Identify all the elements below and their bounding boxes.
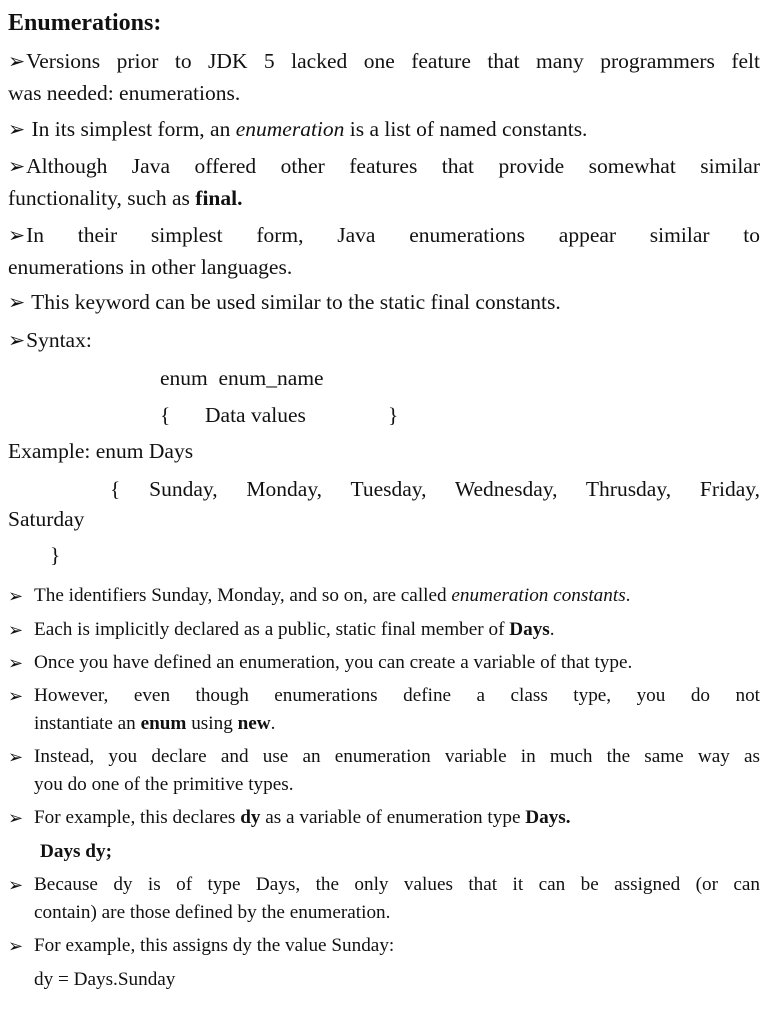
point-declares-dy: ➢ For example, this declares dy as a variable of enumeration type Days.	[8, 804, 760, 832]
code-assignment: dy = Days.Sunday	[34, 969, 176, 990]
code-declaration: Days dy;	[40, 841, 112, 862]
bullet-jdk5: ➢Versions prior to JDK 5 lacked one feature that many programmers felt was needed: enumerations.	[8, 49, 760, 105]
point-declare-use: ➢ Instead, you declare and use an enumeration variable in much the same way as you do one of the primitive types.	[8, 743, 760, 799]
point-type-days: ➢ Because dy is of type Days, the only values that it can be assigned (or can contain) are those defined by the enumeration.	[8, 871, 760, 927]
bullet-arrow-icon: ➢	[8, 875, 24, 895]
bullet-arrow-icon: ➢	[8, 119, 26, 141]
syntax-data-values: Data values	[205, 403, 306, 427]
syntax-enum-line: enum enum_name	[160, 366, 324, 390]
example-values: { Sunday, Monday, Tuesday, Wednesday, Thrusday, Friday,	[110, 477, 760, 501]
bullet-java-enumerations: ➢In their simplest form, Java enumerations appear similar to enumerations in other languages.	[8, 223, 760, 279]
bullet-simplest-form: ➢ In its simplest form, an enumeration is a list of named constants.	[8, 117, 588, 141]
bullet-arrow-icon: ➢	[8, 292, 26, 314]
bullet-arrow-icon: ➢	[8, 653, 24, 673]
point-identifiers: ➢ The identifiers Sunday, Monday, and so on, are called enumeration constants.	[8, 582, 760, 610]
example-close-brace: }	[50, 543, 61, 567]
bullet-arrow-icon: ➢	[8, 620, 24, 640]
bullet-arrow-icon: ➢	[8, 51, 26, 73]
point-create-variable: ➢ Once you have defined an enumeration, you can create a variable of that type.	[8, 649, 760, 677]
bullet-arrow-icon: ➢	[8, 686, 24, 706]
bullet-arrow-icon: ➢	[8, 586, 24, 606]
bullet-arrow-icon: ➢	[8, 936, 24, 956]
syntax-open-brace: {	[160, 403, 171, 427]
point-not-instantiate: ➢ However, even though enumerations define a class type, you do not instantiate an enum using new.	[8, 682, 760, 738]
bullet-arrow-icon: ➢	[8, 808, 24, 828]
bullet-java-features: ➢Although Java offered other features that provide somewhat similar functionality, such as final.	[8, 154, 760, 210]
bullet-arrow-icon: ➢	[8, 747, 24, 767]
bullet-arrow-icon: ➢	[8, 330, 26, 352]
point-implicitly-declared: ➢ Each is implicitly declared as a public, static final member of Days.	[8, 616, 760, 644]
point-assigns-dy: ➢ For example, this assigns dy the value Sunday:	[8, 932, 760, 960]
bullet-arrow-icon: ➢	[8, 225, 26, 247]
page-title: Enumerations:	[8, 10, 162, 36]
syntax-close-brace: }	[388, 403, 399, 427]
example-values-cont: Saturday	[8, 507, 85, 531]
example-label: Example: enum Days	[8, 439, 194, 463]
bullet-arrow-icon: ➢	[8, 156, 26, 178]
bullet-keyword: ➢ This keyword can be used similar to the static final constants.	[8, 290, 561, 314]
bullet-syntax: ➢Syntax:	[8, 328, 92, 352]
